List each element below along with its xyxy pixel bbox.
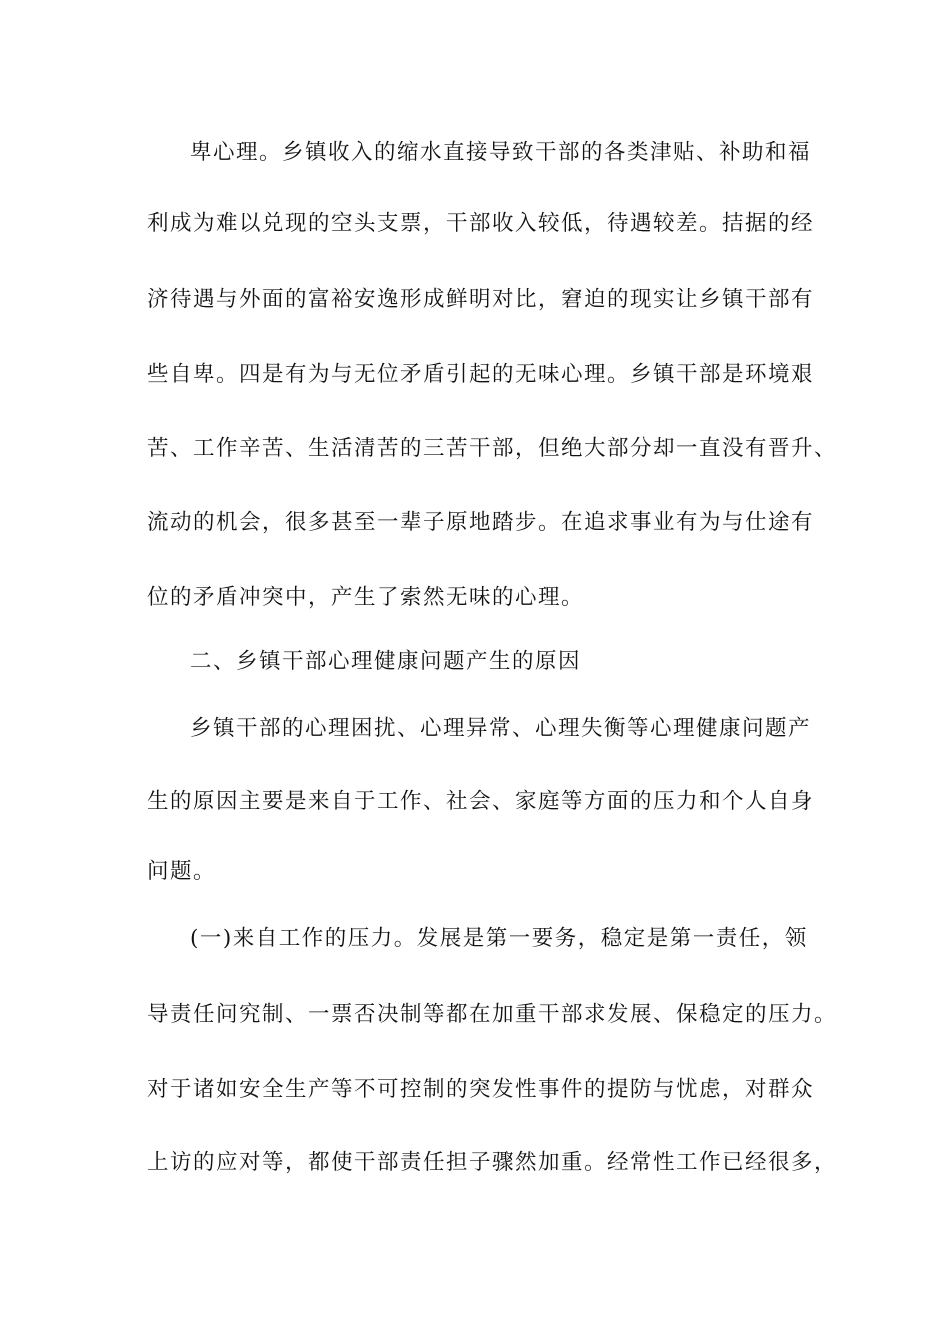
text-line: 济待遇与外面的富裕安逸形成鲜明对比，窘迫的现实让乡镇干部有 xyxy=(147,287,815,312)
text-line: 导责任问究制、一票否决制等都在加重干部求发展、保稳定的压力。 xyxy=(147,1002,838,1027)
text-line: 对于诸如安全生产等不可控制的突发性事件的提防与忧虑，对群众 xyxy=(147,1077,815,1102)
text-line: 苦、工作辛苦、生活清苦的三苦干部，但绝大部分却一直没有晋升、 xyxy=(147,436,838,461)
text-line: 上访的应对等，都使干部责任担子骤然加重。经常性工作已经很多， xyxy=(147,1150,838,1175)
text-line: 流动的机会，很多甚至一辈子原地踏步。在追求事业有为与仕途有 xyxy=(147,510,815,535)
text-line: 利成为难以兑现的空头支票，干部收入较低，待遇较差。拮据的经 xyxy=(147,211,815,236)
text-line: 卑心理。乡镇收入的缩水直接导致干部的各类津贴、补助和福 xyxy=(190,140,812,165)
text-line: (一)来自工作的压力。发展是第一要务，稳定是第一责任，领 xyxy=(190,926,808,951)
text-line: 些自卑。四是有为与无位矛盾引起的无味心理。乡镇干部是环境艰 xyxy=(147,362,815,387)
text-line: 生的原因主要是来自于工作、社会、家庭等方面的压力和个人自身 xyxy=(147,789,815,814)
text-line: 位的矛盾冲突中，产生了索然无味的心理。 xyxy=(147,585,585,610)
section-heading: 二、乡镇干部心理健康问题产生的原因 xyxy=(190,649,582,674)
text-line: 乡镇干部的心理困扰、心理异常、心理失衡等心理健康问题产 xyxy=(190,716,812,741)
text-line: 问题。 xyxy=(147,859,217,884)
